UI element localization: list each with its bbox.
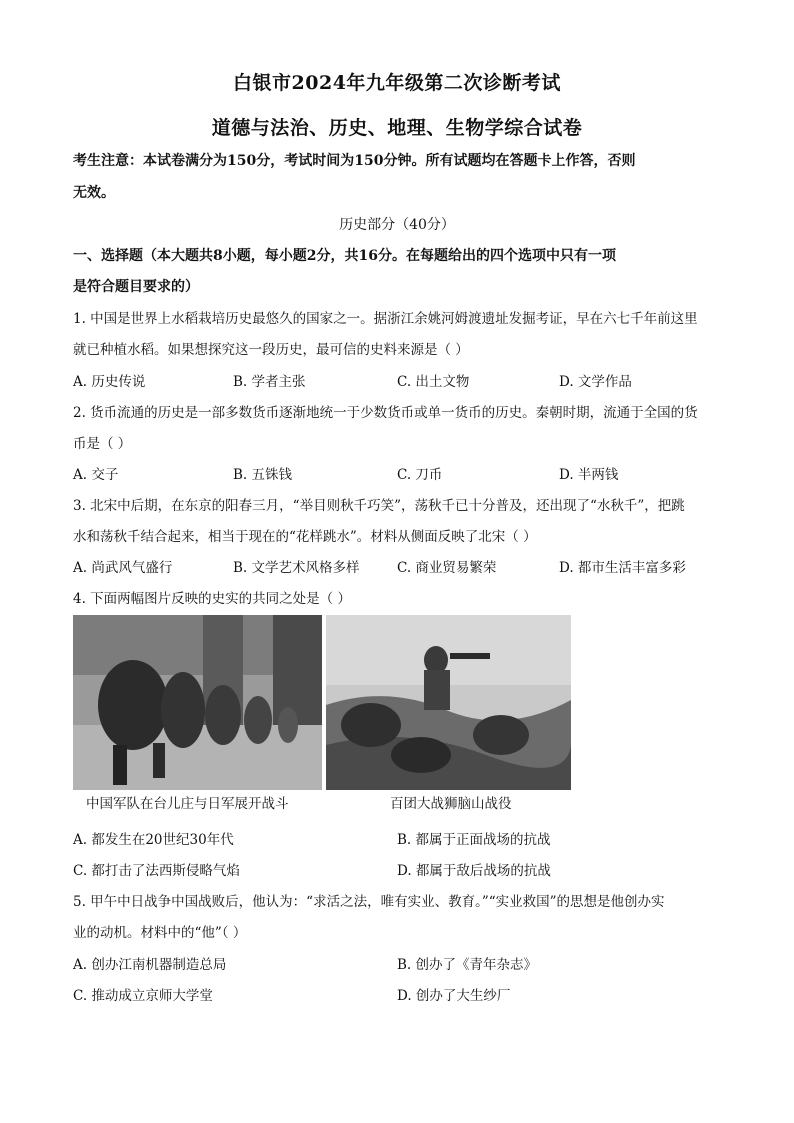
exam-title: 白银市2024年九年级第二次诊断考试 — [233, 72, 561, 94]
part-heading-line-2: 是符合题目要求的） — [73, 279, 199, 295]
question-2-stem-cont: 币是（ ） — [73, 436, 132, 452]
notice-line-1: 考生注意：本试卷满分为150分，考试时间为150分钟。所有试题均在答题卡上作答，否则 — [73, 153, 636, 169]
photo-hundred-regiments-battle — [326, 615, 571, 790]
question-3-stem-cont: 水和荡秋千结合起来，相当于现在的“花样跳水”。材料从侧面反映了北宋（ ） — [73, 529, 537, 545]
q2-option-d: D. 半两钱 — [559, 467, 619, 483]
question-5-stem: 5. 甲午中日战争中国战败后，他认为：“求活之法，唯有实业、教育。”“实业救国”的思想是他创办实 — [73, 894, 665, 910]
q1-option-a: A. 历史传说 — [73, 374, 146, 390]
photo-caption-1: 中国军队在台儿庄与日军展开战斗 — [86, 796, 289, 812]
q1-option-c: C. 出土文物 — [397, 374, 470, 390]
q5-option-b: B. 创办了《青年杂志》 — [397, 957, 538, 973]
photo-taierzhuang-battle — [73, 615, 322, 790]
q2-option-a: A. 交子 — [73, 467, 119, 483]
q2-option-b: B. 五铢钱 — [233, 467, 293, 483]
q4-option-a: A. 都发生在20世纪30年代 — [73, 832, 234, 848]
section-title: 历史部分（40分） — [339, 217, 455, 233]
question-5-stem-cont: 业的动机。材料中的“他”（ ） — [73, 925, 247, 941]
q4-option-c: C. 都打击了法西斯侵略气焰 — [73, 863, 240, 879]
q5-option-a: A. 创办江南机器制造总局 — [73, 957, 227, 973]
question-1-stem-cont: 就已种植水稻。如果想探究这一段历史，最可信的史料来源是（ ） — [73, 342, 469, 358]
q1-option-b: B. 学者主张 — [233, 374, 306, 390]
q3-option-d: D. 都市生活丰富多彩 — [559, 560, 686, 576]
q3-option-c: C. 商业贸易繁荣 — [397, 560, 497, 576]
q4-option-d: D. 都属于敌后战场的抗战 — [397, 863, 551, 879]
photo-caption-2: 百团大战狮脑山战役 — [390, 796, 512, 812]
q3-option-a: A. 尚武风气盛行 — [73, 560, 173, 576]
q5-option-c: C. 推动成立京师大学堂 — [73, 988, 213, 1004]
q2-option-c: C. 刀币 — [397, 467, 443, 483]
q1-option-d: D. 文学作品 — [559, 374, 632, 390]
question-2-stem: 2. 货币流通的历史是一部多数货币逐渐地统一于少数货币或单一货币的历史。秦朝时期，流通于全国的货 — [73, 405, 698, 421]
exam-subtitle: 道德与法治、历史、地理、生物学综合试卷 — [211, 117, 583, 139]
question-1-stem: 1. 中国是世界上水稻栽培历史最悠久的国家之一。据浙江余姚河姆渡遗址发掘考证，早在六七千年前这里 — [73, 311, 698, 327]
q3-option-b: B. 文学艺术风格多样 — [233, 560, 360, 576]
question-4-stem: 4. 下面两幅图片反映的史实的共同之处是（ ） — [73, 591, 351, 607]
q4-option-b: B. 都属于正面战场的抗战 — [397, 832, 551, 848]
question-3-stem: 3. 北宋中后期，在东京的阳春三月，“举目则秋千巧笑”，荡秋千已十分普及，还出现了“水秋千”，把跳 — [73, 498, 685, 514]
notice-line-2: 无效。 — [73, 185, 115, 201]
q5-option-d: D. 创办了大生纱厂 — [397, 988, 511, 1004]
part-heading-line-1: 一、选择题（本大题共8小题，每小题2分，共16分。在每题给出的四个选项中只有一项 — [73, 248, 616, 264]
